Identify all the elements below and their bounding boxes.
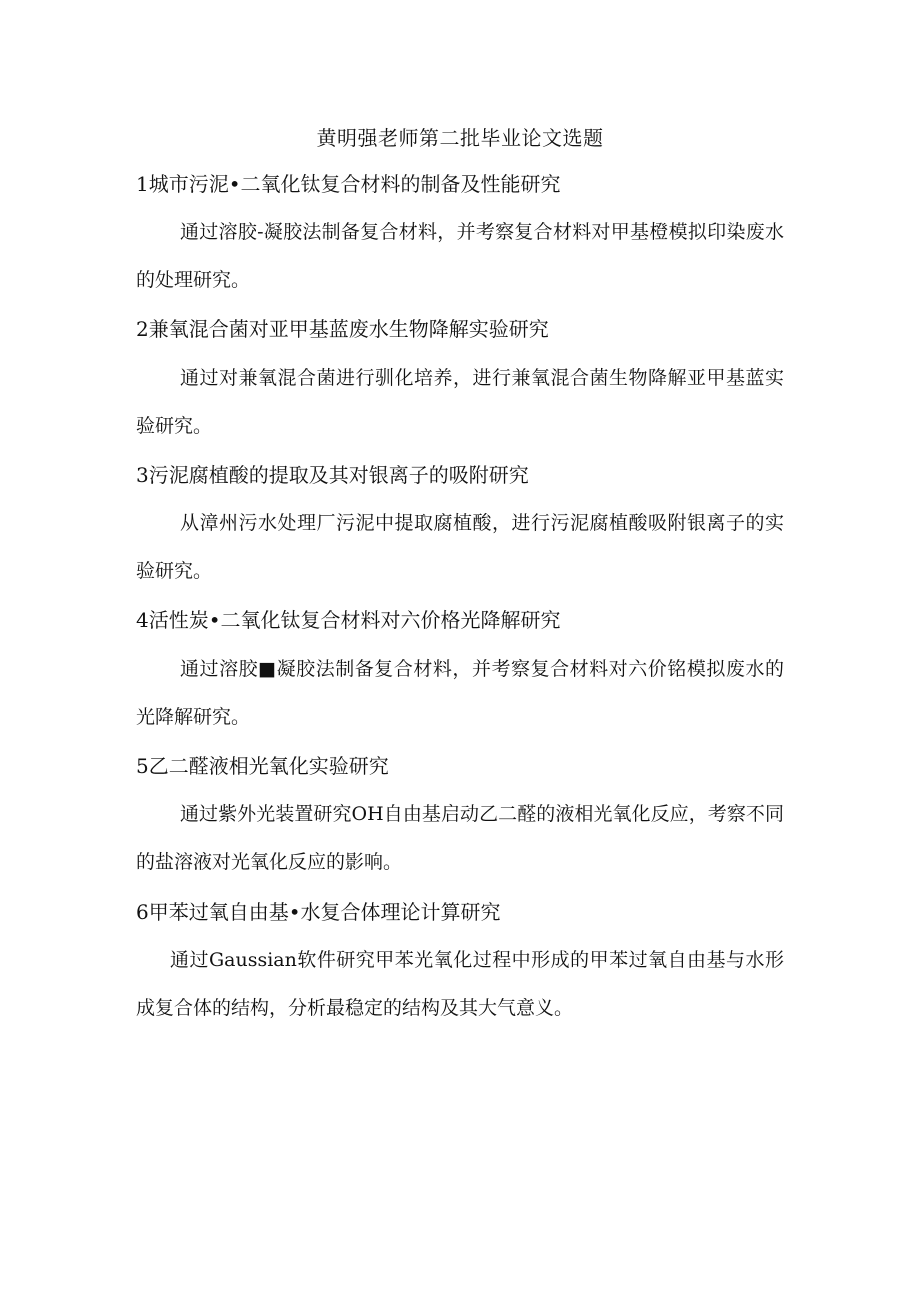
document-title: 黄明强老师第二批毕业论文选题 [316, 126, 604, 150]
topic-description-2: 通过对兼氧混合菌进行驯化培养，进行兼氧混合菌生物降解亚甲基蓝实验研究。 [136, 367, 784, 437]
topic-heading-4: 4活性炭•二氧化钛复合材料对六价格光降解研究 [136, 608, 561, 632]
topic-heading-5: 5乙二醛液相光氧化实验研究 [136, 754, 389, 778]
topic-description-1: 通过溶胶-凝胶法制备复合材料，并考察复合材料对甲基橙模拟印染废水的处理研究。 [136, 221, 784, 291]
topic-description-5: 通过紫外光装置研究OH自由基启动乙二醛的液相光氧化反应，考察不同的盐溶液对光氧化反应的影响。 [136, 803, 784, 873]
topic-heading-6: 6甲苯过氧自由基•水复合体理论计算研究 [136, 900, 501, 924]
topic-description-4: 通过溶胶■凝胶法制备复合材料，并考察复合材料对六价铭模拟废水的光降解研究。 [136, 658, 784, 728]
topic-description-3: 从漳州污水处理厂污泥中提取腐植酸，进行污泥腐植酸吸附银离子的实验研究。 [136, 512, 784, 582]
topic-heading-2: 2兼氧混合菌对亚甲基蓝废水生物降解实验研究 [136, 317, 549, 341]
topic-heading-1: 1城市污泥•二氧化钛复合材料的制备及性能研究 [136, 172, 561, 196]
topic-description-6: 通过Gaussian软件研究甲苯光氧化过程中形成的甲苯过氧自由基与水形成复合体的结构，分析最稳定的结构及其大气意义。 [136, 949, 784, 1019]
topic-heading-3: 3污泥腐植酸的提取及其对银离子的吸附研究 [136, 463, 529, 487]
